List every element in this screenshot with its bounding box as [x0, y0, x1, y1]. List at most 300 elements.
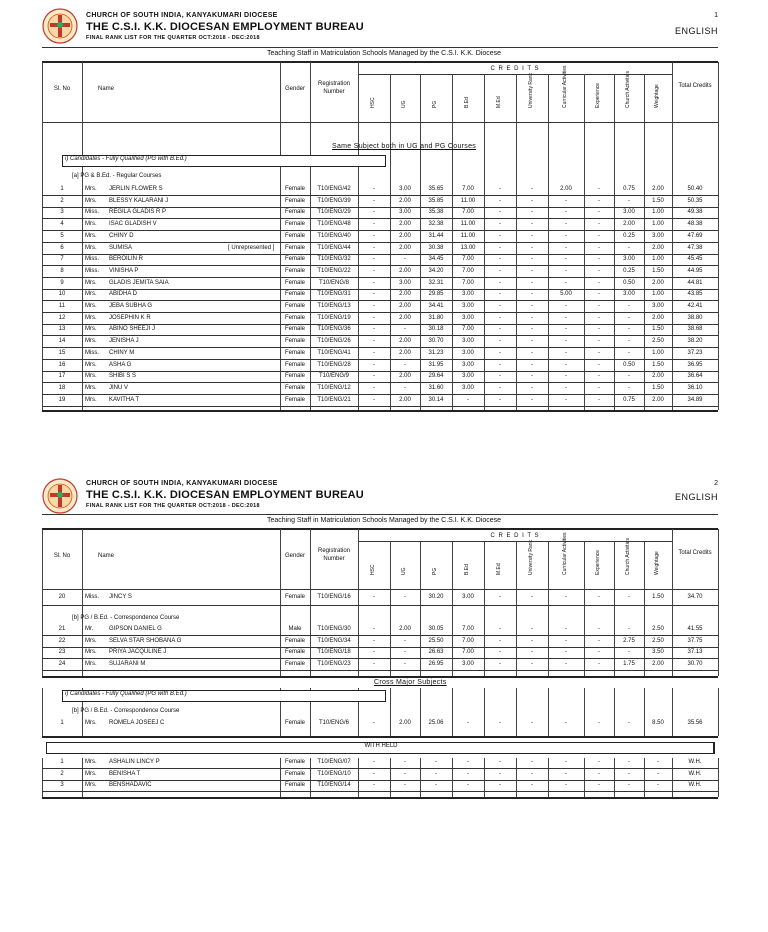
p2-row-24-title: Mrs. [85, 661, 97, 668]
p1-row-13-bed: 7.00 [462, 326, 474, 333]
p1-row-4-gender: Female [284, 221, 305, 228]
p2-withheld-row-1-reg: T10/ENG/07 [317, 759, 351, 765]
p2-row-23-gender: Female [284, 649, 305, 656]
p1-row-13-church: - [628, 326, 630, 333]
p1-row-7-church: 3.00 [623, 256, 635, 263]
p1-row-13-name: ABINO SHEEJI J [109, 326, 156, 333]
p1-row-18-name: JINU V [109, 384, 129, 391]
p1-row-4-sl: 4 [60, 221, 64, 228]
p1-row-9-church: 0.50 [623, 279, 635, 286]
p1-row-19-univ: - [531, 396, 533, 403]
p2-row-24-gender: Female [284, 661, 305, 668]
p1-row-19-sl: 19 [58, 396, 66, 403]
p2-withheld-row-1-bed: - [467, 759, 469, 765]
p1-row-1-title: Mrs. [85, 186, 97, 192]
p1-row-8-gender: Female [284, 267, 305, 274]
p1-row-8-ug: 2.00 [399, 267, 411, 274]
p1-row-6-hsc: - [373, 244, 375, 251]
p1-row-18-exp: - [598, 384, 600, 391]
p1-row-2-church: - [628, 197, 630, 204]
p1-row-1-curr: 2.00 [560, 186, 572, 192]
p1-row-16-univ: - [531, 361, 533, 368]
p2-row-24-ug: - [404, 661, 406, 668]
p2-cross-row-1-hsc: - [373, 720, 375, 726]
p1-row-16-ug: - [404, 361, 406, 368]
p1-row-17-total: 36.64 [687, 373, 703, 380]
p1-row-4-pg: 32.38 [428, 221, 444, 228]
p1-row-9-total: 44.81 [687, 279, 703, 286]
category-box: i) Candidates - Fully Qualified (PG with B.Ed.) [62, 155, 386, 167]
p1-row-3-weight: 1.00 [652, 209, 664, 216]
p1-row-9-title: Mrs. [85, 279, 97, 286]
p2-row-21-total: 41.55 [687, 626, 703, 632]
p1-row-7-total: 45.45 [687, 256, 703, 263]
p2-row-21-church: - [628, 626, 630, 632]
p1-row-11-church: - [628, 303, 630, 309]
p1-row-17-pg: 29.64 [428, 373, 444, 380]
p1-row-7-weight: 1.00 [652, 256, 664, 263]
p1-row-6-exp: - [598, 244, 600, 251]
p2-row-24-sl: 24 [58, 661, 66, 668]
org-name: CHURCH OF SOUTH INDIA, KANYAKUMARI DIOCESE [86, 12, 278, 19]
p1-row-15-med: - [499, 349, 501, 356]
p1-row-8-bed: 7.00 [462, 267, 474, 274]
p2-withheld-row-3-sl: 3 [60, 782, 64, 789]
p2-row-20-exp: - [598, 594, 600, 600]
col-header-reg: Registration Number [317, 81, 350, 95]
p1-row-2-univ: - [531, 197, 533, 204]
list-title: FINAL RANK LIST FOR THE QUARTER OCT:2018 - DEC:2018 [86, 35, 260, 41]
p2-withheld-row-2-univ: - [531, 770, 533, 777]
col-header-ug: UG [401, 567, 407, 575]
p2-withheld-row-2-title: Mrs. [85, 770, 97, 777]
p1-row-14-curr: - [565, 338, 567, 345]
p1-row-1-reg: T10/ENG/42 [317, 186, 351, 192]
p2-row-22-pg: 25.50 [428, 637, 444, 644]
p1-row-5-bed: 11.00 [460, 232, 476, 239]
p1-row-15-name: CHINY M [109, 349, 135, 356]
language-label: ENGLISH [674, 492, 718, 502]
p2-withheld-row-3-gender: Female [284, 782, 305, 789]
p1-row-6-name: SUMISA [109, 244, 133, 251]
p1-row-19-curr: - [565, 396, 567, 403]
col-header-name: Name [98, 553, 115, 559]
p1-row-6-med: - [499, 244, 501, 251]
p1-row-4-weight: 1.00 [652, 221, 664, 228]
p1-row-6-title: Mrs. [85, 244, 97, 251]
p2-row-20-title: Miss. [85, 594, 99, 600]
p2-row-20-ug: - [404, 594, 406, 600]
p1-row-19-hsc: - [373, 396, 375, 403]
p1-row-3-med: - [499, 209, 501, 216]
col-header-credits: C R E D I T S [490, 533, 540, 539]
p1-row-7-name: BEROILIN R [109, 256, 144, 263]
p2-row-24-church: 1.75 [623, 661, 635, 668]
p2-row-22-univ: - [531, 637, 533, 644]
p2-row-24-bed: 3.00 [462, 661, 474, 668]
p1-row-14-church: - [628, 338, 630, 345]
language-label: ENGLISH [674, 26, 718, 36]
p2-cross-row-1-curr: - [565, 720, 567, 726]
p1-row-19-bed: - [467, 396, 469, 403]
p1-row-16-reg: T10/ENG/28 [317, 361, 351, 368]
p1-row-8-hsc: - [373, 267, 375, 274]
col-header-weight: Weightage [654, 84, 660, 108]
p2-row-20-sl: 20 [58, 594, 66, 600]
p2-withheld-row-3-name: BENSHADAVIC [109, 782, 152, 789]
p1-row-3-title: Miss. [85, 209, 99, 216]
p1-row-2-bed: 11.00 [460, 197, 476, 204]
p2-row-20-total: 34.70 [687, 594, 703, 600]
p2-row-23-title: Mrs. [85, 649, 97, 656]
p1-row-8-weight: 1.50 [652, 267, 664, 274]
p2-withheld-row-1-med: - [499, 759, 501, 765]
p2-withheld-row-2-sl: 2 [60, 770, 64, 777]
p1-row-6-curr: - [565, 244, 567, 251]
p1-row-14-exp: - [598, 338, 600, 345]
p1-row-17-exp: - [598, 373, 600, 380]
p1-row-12-bed: 3.00 [462, 314, 474, 321]
col-header-total: Total Credits [678, 83, 712, 89]
col-header-med: M.Ed [496, 96, 502, 108]
p2-row-20-church: - [628, 594, 630, 600]
p1-row-17-gender: Female [284, 373, 305, 380]
col-header-curr: Curricular Activities [562, 532, 568, 575]
p2-withheld-row-3-med: - [499, 782, 501, 789]
p1-row-9-sl: 9 [60, 279, 64, 286]
col-header-sl: Sl. No [53, 86, 71, 92]
p2-row-20-univ: - [531, 594, 533, 600]
col-header-bed: B.Ed [464, 97, 470, 108]
p1-row-16-bed: 3.00 [462, 361, 474, 368]
p2-withheld-row-2-weight: - [657, 770, 659, 777]
p1-row-6-reg: T10/ENG/44 [317, 244, 351, 251]
p1-row-5-church: 0.25 [623, 232, 635, 239]
p1-row-14-med: - [499, 338, 501, 345]
p1-row-19-title: Mrs. [85, 396, 97, 403]
p1-row-2-reg: T10/ENG/39 [317, 197, 351, 204]
p2-row-21-bed: 7.00 [462, 626, 474, 632]
p1-row-16-church: 0.50 [623, 361, 635, 368]
p2-row-24-univ: - [531, 661, 533, 668]
col-header-exp: Experience [595, 82, 601, 108]
p1-row-11-title: Mrs. [85, 303, 97, 309]
p2-row-23-total: 37.13 [687, 649, 703, 656]
p1-row-7-univ: - [531, 256, 533, 263]
p2-withheld-row-3-title: Mrs. [85, 782, 97, 789]
p1-row-16-name: ASHA G [109, 361, 132, 368]
col-header-bed: B.Ed [464, 564, 470, 575]
bureau-title: THE C.S.I. K.K. DIOCESAN EMPLOYMENT BUREAU [86, 21, 364, 33]
p1-row-7-bed: 7.00 [462, 256, 474, 263]
p2-withheld-row-1-exp: - [598, 759, 600, 765]
p2-row-23-weight: 3.50 [652, 649, 664, 656]
p2-row-23-curr: - [565, 649, 567, 656]
page-number: 2 [714, 480, 718, 487]
col-header-univ: University Rank [528, 72, 534, 108]
p1-row-14-pg: 30.70 [428, 338, 444, 345]
p1-row-1-weight: 2.00 [652, 186, 664, 192]
p1-row-14-title: Mrs. [85, 338, 97, 345]
p1-row-5-univ: - [531, 232, 533, 239]
p2-cross-row-1-reg: T10/ENG/6 [318, 720, 349, 726]
bureau-title: THE C.S.I. K.K. DIOCESAN EMPLOYMENT BUREAU [86, 489, 364, 501]
p2-row-21-exp: - [598, 626, 600, 632]
p1-row-10-hsc: - [373, 291, 375, 298]
p2-cross-row-1-med: - [499, 720, 501, 726]
page-number: 1 [714, 12, 718, 19]
p1-row-5-gender: Female [284, 232, 305, 239]
p1-row-10-name: ABIDHA D [109, 291, 138, 298]
p1-row-6-total: 47.38 [687, 244, 703, 251]
p2-withheld-row-3-univ: - [531, 782, 533, 789]
p1-row-3-hsc: - [373, 209, 375, 216]
p1-row-17-weight: 2.00 [652, 373, 664, 380]
p1-row-3-curr: - [565, 209, 567, 216]
p1-row-17-univ: - [531, 373, 533, 380]
p2-row-24-pg: 26.95 [428, 661, 444, 668]
p1-row-15-univ: - [531, 349, 533, 356]
p1-row-13-weight: 1.50 [652, 326, 664, 333]
group-label-same-subject: Same Subject both in UG and PG Courses [332, 143, 477, 150]
p1-row-9-exp: - [598, 279, 600, 286]
p2-withheld-row-1-weight: - [657, 759, 659, 765]
col-header-gender: Gender [284, 553, 305, 559]
p1-row-4-med: - [499, 221, 501, 228]
p1-row-1-gender: Female [284, 186, 305, 192]
p1-row-14-weight: 2.50 [652, 338, 664, 345]
p2-row-22-church: 2.75 [623, 637, 635, 644]
p2-row-24-weight: 2.00 [652, 661, 664, 668]
p1-row-1-ug: 3.00 [399, 186, 411, 192]
p1-row-16-weight: 1.50 [652, 361, 664, 368]
p1-row-10-gender: Female [284, 291, 305, 298]
p1-row-8-med: - [499, 267, 501, 274]
p1-row-18-bed: 3.00 [462, 384, 474, 391]
p2-row-22-weight: 2.50 [652, 637, 664, 644]
p1-row-18-total: 36.10 [687, 384, 703, 391]
p2-row-22-gender: Female [284, 637, 305, 644]
p2-row-20-gender: Female [284, 594, 305, 600]
p2-withheld-row-3-curr: - [565, 782, 567, 789]
p1-row-10-curr: 5.00 [560, 291, 572, 298]
p2-withheld-row-1-name: ASHALIN LINCY P [109, 759, 160, 765]
p2-row-23-med: - [499, 649, 501, 656]
p1-row-3-sl: 3 [60, 209, 64, 216]
p1-row-3-exp: - [598, 209, 600, 216]
withheld-box: WITH HELD [46, 742, 715, 754]
p1-row-3-total: 49.38 [687, 209, 703, 216]
p1-row-10-med: - [499, 291, 501, 298]
p1-row-2-pg: 35.85 [428, 197, 444, 204]
p1-row-5-weight: 3.00 [652, 232, 664, 239]
p2-row-20-bed: 3.00 [462, 594, 474, 600]
p1-row-7-pg: 34.45 [428, 256, 444, 263]
p2-row-22-hsc: - [373, 637, 375, 644]
p1-row-2-ug: 2.00 [399, 197, 411, 204]
p2-row-23-pg: 26.63 [428, 649, 444, 656]
p2-withheld-row-2-church: - [628, 770, 630, 777]
p2-withheld-row-3-ug: - [404, 782, 406, 789]
p1-row-14-name: JENISHA J [109, 338, 139, 345]
p1-row-15-weight: 1.00 [652, 349, 664, 356]
p1-row-9-hsc: - [373, 279, 375, 286]
p1-row-19-med: - [499, 396, 501, 403]
p1-row-8-exp: - [598, 267, 600, 274]
col-header-hsc: HSC [370, 564, 376, 575]
p2-row-24-reg: T10/ENG/23 [317, 661, 351, 668]
p1-row-1-total: 50.40 [687, 186, 703, 192]
p1-row-5-title: Mrs. [85, 232, 97, 239]
list-title: FINAL RANK LIST FOR THE QUARTER OCT:2018 - DEC:2018 [86, 503, 260, 509]
p1-row-8-curr: - [565, 267, 567, 274]
p2-withheld-row-2-curr: - [565, 770, 567, 777]
p1-row-14-reg: T10/ENG/26 [317, 338, 351, 345]
p1-row-11-med: - [499, 303, 501, 309]
p1-row-11-weight: 3.00 [652, 303, 664, 309]
p2-row-22-ug: - [404, 637, 406, 644]
p1-row-2-med: - [499, 197, 501, 204]
p1-row-4-ug: 2.00 [399, 221, 411, 228]
p1-row-10-ug: 2.00 [399, 291, 411, 298]
p1-row-7-ug: - [404, 256, 406, 263]
p1-row-12-church: - [628, 314, 630, 321]
section-regular-courses: [a] PG & B.Ed. - Regular Courses [72, 173, 162, 179]
p1-row-17-med: - [499, 373, 501, 380]
p1-row-12-hsc: - [373, 314, 375, 321]
p1-row-18-pg: 31.60 [428, 384, 444, 391]
category-box-2: i) Candidates - Fully Qualified (PG with B.Ed.) [62, 690, 386, 702]
p2-withheld-row-1-curr: - [565, 759, 567, 765]
p1-row-15-church: - [628, 349, 630, 356]
p1-row-5-total: 47.69 [687, 232, 703, 239]
p1-row-1-univ: - [531, 186, 533, 192]
col-header-gender: Gender [284, 86, 305, 92]
p1-row-13-gender: Female [284, 326, 305, 333]
col-header-pg: PG [432, 567, 438, 575]
p1-row-8-univ: - [531, 267, 533, 274]
p1-row-13-pg: 30.18 [428, 326, 444, 333]
p2-row-23-exp: - [598, 649, 600, 656]
p2-withheld-row-3-pg: - [435, 782, 437, 789]
col-header-church: Church Activities [625, 71, 631, 108]
p2-row-20-hsc: - [373, 594, 375, 600]
p1-row-9-pg: 32.31 [428, 279, 444, 286]
p1-row-8-name: VINISHA P [109, 267, 139, 274]
p1-row-9-curr: - [565, 279, 567, 286]
p1-row-11-gender: Female [284, 303, 305, 309]
p1-row-15-sl: 15 [58, 349, 66, 356]
p1-row-1-med: - [499, 186, 501, 192]
p1-row-2-gender: Female [284, 197, 305, 204]
p2-withheld-row-2-gender: Female [284, 770, 305, 777]
p2-row-24-med: - [499, 661, 501, 668]
p1-row-17-curr: - [565, 373, 567, 380]
p1-row-19-reg: T10/ENG/21 [317, 396, 351, 403]
p1-row-11-name: JEBA SUBHA G [109, 303, 153, 309]
p1-row-16-total: 36.95 [687, 361, 703, 368]
p1-row-2-name: BLESSY KALARANI J [109, 197, 169, 204]
p2-withheld-row-1-title: Mrs. [85, 759, 97, 765]
p1-row-12-sl: 12 [58, 314, 66, 321]
p2-withheld-row-2-pg: - [435, 770, 437, 777]
p1-row-7-title: Miss. [85, 256, 99, 263]
p1-row-11-curr: - [565, 303, 567, 309]
p1-row-13-sl: 13 [58, 326, 66, 333]
p2-withheld-row-2-hsc: - [373, 770, 375, 777]
p2-withheld-row-3-hsc: - [373, 782, 375, 789]
p2-row-23-church: - [628, 649, 630, 656]
p1-row-6-bed: 13.00 [460, 244, 476, 251]
p1-row-17-bed: 3.00 [462, 373, 474, 380]
p2-cross-row-1-univ: - [531, 720, 533, 726]
p1-row-15-curr: - [565, 349, 567, 356]
p1-row-1-name: JERLIN FLOWER S [109, 186, 163, 192]
p1-row-17-name: SHIBI S S [109, 373, 137, 380]
p2-withheld-row-2-ug: - [404, 770, 406, 777]
p1-row-9-gender: Female [284, 279, 305, 286]
p1-row-15-ug: 2.00 [399, 349, 411, 356]
p1-row-3-reg: T10/ENG/29 [317, 209, 351, 216]
p1-row-13-ug: - [404, 326, 406, 333]
p2-cross-row-1-total: 35.56 [687, 720, 703, 726]
p2-withheld-row-3-church: - [628, 782, 630, 789]
p2-row-22-curr: - [565, 637, 567, 644]
diocese-logo-icon [42, 8, 78, 44]
p1-row-6-church: - [628, 244, 630, 251]
page-2 [0, 470, 768, 930]
col-header-ug: UG [401, 100, 407, 108]
table-caption: Teaching Staff in Matriculation Schools Managed by the C.S.I. K.K. Diocese [266, 50, 502, 57]
p2-row-21-pg: 30.05 [428, 626, 444, 632]
p1-row-6-pg: 30.38 [428, 244, 444, 251]
p1-row-17-hsc: - [373, 373, 375, 380]
p1-row-19-exp: - [598, 396, 600, 403]
p2-cross-row-1-sl: 1 [60, 720, 64, 726]
p2-row-21-name: GIPSON DANIEL G [109, 626, 162, 632]
p1-row-13-univ: - [531, 326, 533, 333]
p2-withheld-row-2-bed: - [467, 770, 469, 777]
p1-row-17-church: - [628, 373, 630, 380]
p2-withheld-row-1-univ: - [531, 759, 533, 765]
p1-row-18-church: - [628, 384, 630, 391]
p1-row-12-med: - [499, 314, 501, 321]
p1-row-14-sl: 14 [58, 338, 66, 345]
p1-row-6-gender: Female [284, 244, 305, 251]
p1-row-10-total: 43.85 [687, 291, 703, 298]
p1-row-4-title: Mrs. [85, 221, 97, 228]
p2-row-22-total: 37.75 [687, 637, 703, 644]
p2-row-21-reg: T10/ENG/30 [317, 626, 351, 632]
p1-row-11-hsc: - [373, 303, 375, 309]
p1-row-15-hsc: - [373, 349, 375, 356]
p1-row-5-hsc: - [373, 232, 375, 239]
p1-row-2-title: Mrs. [85, 197, 97, 204]
p2-row-22-title: Mrs. [85, 637, 97, 644]
p1-row-19-ug: 2.00 [399, 396, 411, 403]
p2-cross-row-1-gender: Female [284, 720, 305, 726]
p2-row-24-total: 30.70 [687, 661, 703, 668]
col-header-hsc: HSC [370, 97, 376, 108]
p1-row-15-title: Miss. [85, 349, 99, 356]
p1-row-2-total: 50.35 [687, 197, 703, 204]
p1-row-10-reg: T10/ENG/31 [317, 291, 351, 298]
col-header-exp: Experience [595, 549, 601, 575]
p1-row-10-univ: - [531, 291, 533, 298]
p1-row-14-univ: - [531, 338, 533, 345]
p1-row-18-sl: 18 [58, 384, 66, 391]
p1-row-11-total: 42.41 [687, 303, 703, 309]
